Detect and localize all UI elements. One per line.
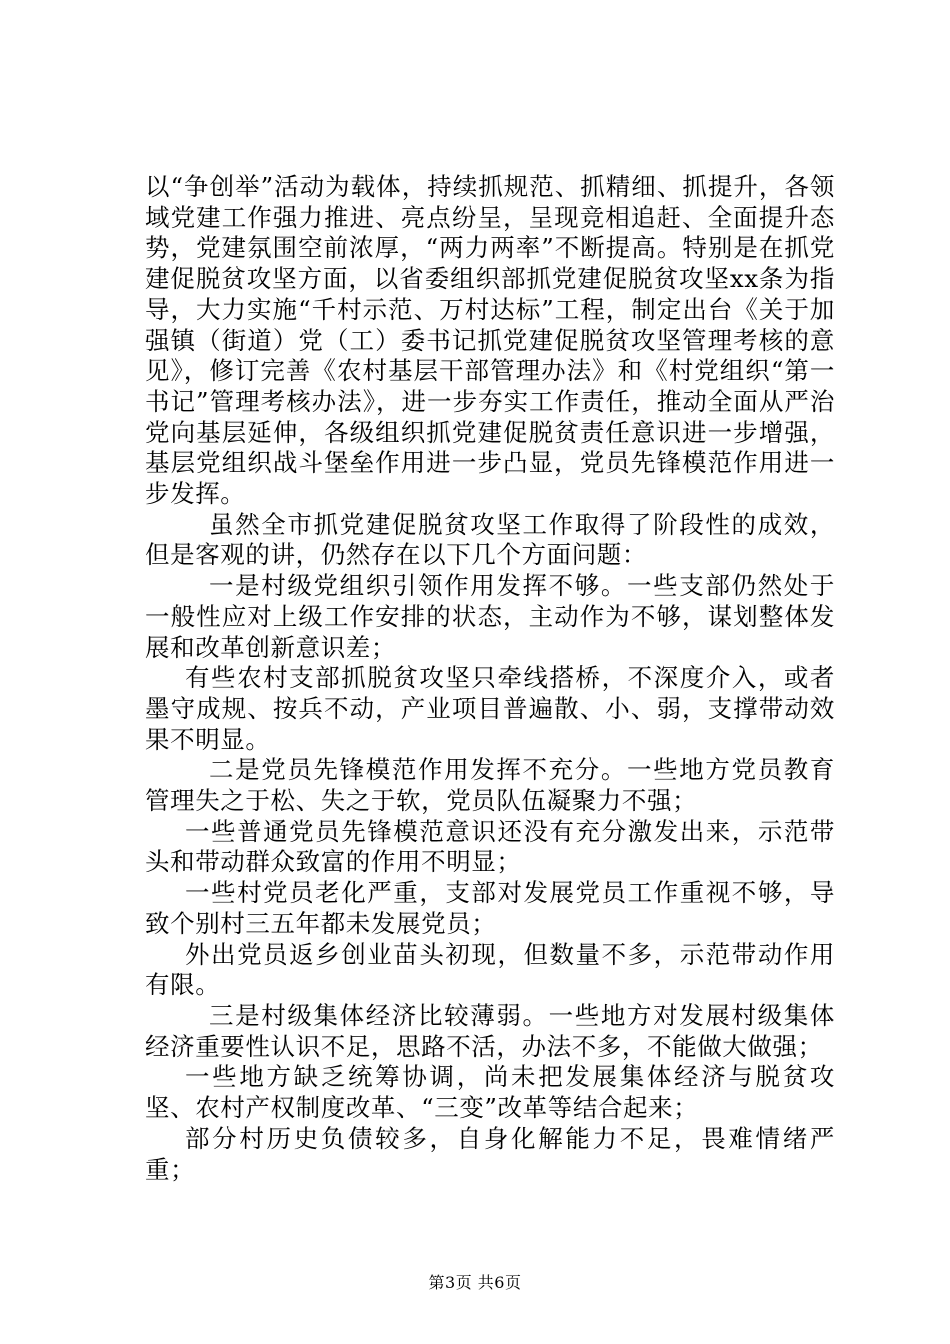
page-number-footer: 第3页 共6页 xyxy=(428,1273,522,1292)
body-paragraph-1: 以“争创举”活动为载体，持续抓规范、抓精细、抓提升，各领域党建工作强力推进、亮点纷呈，呈现竞相追赶、全面提升态势，党建氛围空前浓厚，“两力两率”不断提高。特别是在抓党建促脱贫攻坚方面，以省委组织部抓党建促脱贫攻坚xx条为指导，大力实施“千村示范、万村达标”工程，制定出台《关于加强镇（街道）党（工）委书记抓党建促脱贫攻坚管理考核的意见》，修订完善《农村基层干部管理办法》和《村党组织“第一书记”管理考核办法》，进一步夯实工作责任，推动全面从严治党向基层延伸，各级组织抓党建促脱贫责任意识进一步增强，基层党组织战斗堡垒作用进一步凸显，党员先锋模范作用进一步发挥。 xyxy=(145,172,835,509)
body-paragraph-9: 三是村级集体经济比较薄弱。一些地方对发展村级集体经济重要性认识不足，思路不活，办法不多，不能做大做强； xyxy=(145,1000,835,1061)
body-paragraph-4: 有些农村支部抓脱贫攻坚只牵线搭桥，不深度介入，或者墨守成规、按兵不动，产业项目普遍散、小、弱，支撑带动效果不明显。 xyxy=(145,663,835,754)
body-paragraph-2: 虽然全市抓党建促脱贫攻坚工作取得了阶段性的成效，但是客观的讲，仍然存在以下几个方面问题： xyxy=(145,509,835,570)
body-paragraph-6: 一些普通党员先锋模范意识还没有充分激发出来，示范带头和带动群众致富的作用不明显； xyxy=(145,816,835,877)
body-paragraph-3: 一是村级党组织引领作用发挥不够。一些支部仍然处于一般性应对上级工作安排的状态，主动作为不够，谋划整体发展和改革创新意识差； xyxy=(145,571,835,662)
body-paragraph-10: 一些地方缺乏统筹协调，尚未把发展集体经济与脱贫攻坚、农村产权制度改革、“三变”改革等结合起来； xyxy=(145,1062,835,1123)
body-paragraph-5: 二是党员先锋模范作用发挥不充分。一些地方党员教育管理失之于松、失之于软，党员队伍凝聚力不强； xyxy=(145,755,835,816)
document-page xyxy=(145,172,835,1185)
body-paragraph-8: 外出党员返乡创业苗头初现，但数量不多，示范带动作用有限。 xyxy=(145,939,835,1000)
body-paragraph-11: 部分村历史负债较多，自身化解能力不足，畏难情绪严重； xyxy=(145,1123,835,1184)
body-paragraph-7: 一些村党员老化严重，支部对发展党员工作重视不够，导致个别村三五年都未发展党员； xyxy=(145,878,835,938)
